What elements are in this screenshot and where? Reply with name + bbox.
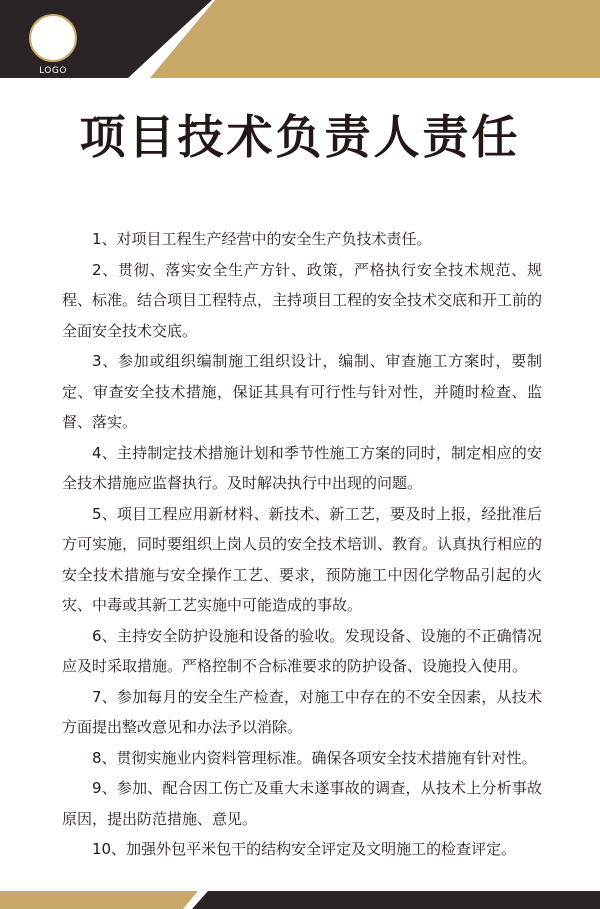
list-item: 7、参加每月的安全生产检查，对施工中存在的不安全因素，从技术方面提出整改意见和办法予以消除。 <box>62 687 542 736</box>
list-item: 8、贯彻实施业内资料管理标准。确保各项安全技术措施有针对性。 <box>92 748 537 767</box>
bottom-dark-band <box>192 891 600 909</box>
list-item: 9、参加、配合因工伤亡及重大未遂事故的调查，从技术上分析事故原因，提出防范措施、意见。 <box>62 779 542 828</box>
list-item: 1、对项目工程生产经营中的安全生产负技术责任。 <box>92 230 432 248</box>
list-item: 10、加强外包平米包干的结构安全评定及文明施工的检查评定。 <box>92 840 517 858</box>
page-title: 项目技术负责人责任 <box>79 110 521 164</box>
responsibility-list <box>62 224 542 865</box>
logo <box>28 14 78 76</box>
list-item: 3、参加或组织编制施工组织设计，编制、审查施工方案时，要制定、审查安全技术措施，保证其具有可行性与针对性，并随时检查、监督、落实。 <box>62 352 542 431</box>
list-item: 6、主持安全防护设施和设备的验收。发现设备、设施的不正确情况应及时采取措施。严格控制不合标准要求的防护设备、设施投入使用。 <box>62 626 542 675</box>
logo-circle-icon <box>29 14 77 62</box>
list-item: 5、项目工程应用新材料、新技术、新工艺，要及时上报，经批准后方可实施，同时要组织上岗人员的安全技术培训、教育。认真执行相应的安全技术措施与安全操作工艺、要求，预防施工中因化学物品引起的火灾、中毒或其新工艺实施中可能造成的事故。 <box>62 504 543 614</box>
bottom-gold-band <box>0 891 198 909</box>
list-item: 4、主持制定技术措施计划和季节性施工方案的同时，制定相应的安全技术措施应监督执行。及时解决执行中出现的问题。 <box>62 443 542 492</box>
top-gold-band <box>150 0 600 78</box>
logo-label: LOGO <box>39 66 67 76</box>
list-item: 2、贯彻、落实安全生产方针、政策，严格执行安全技术规范、规程、标准。结合项目工程特点，主持项目工程的安全技术交底和开工前的全面安全技术交底。 <box>62 260 543 340</box>
